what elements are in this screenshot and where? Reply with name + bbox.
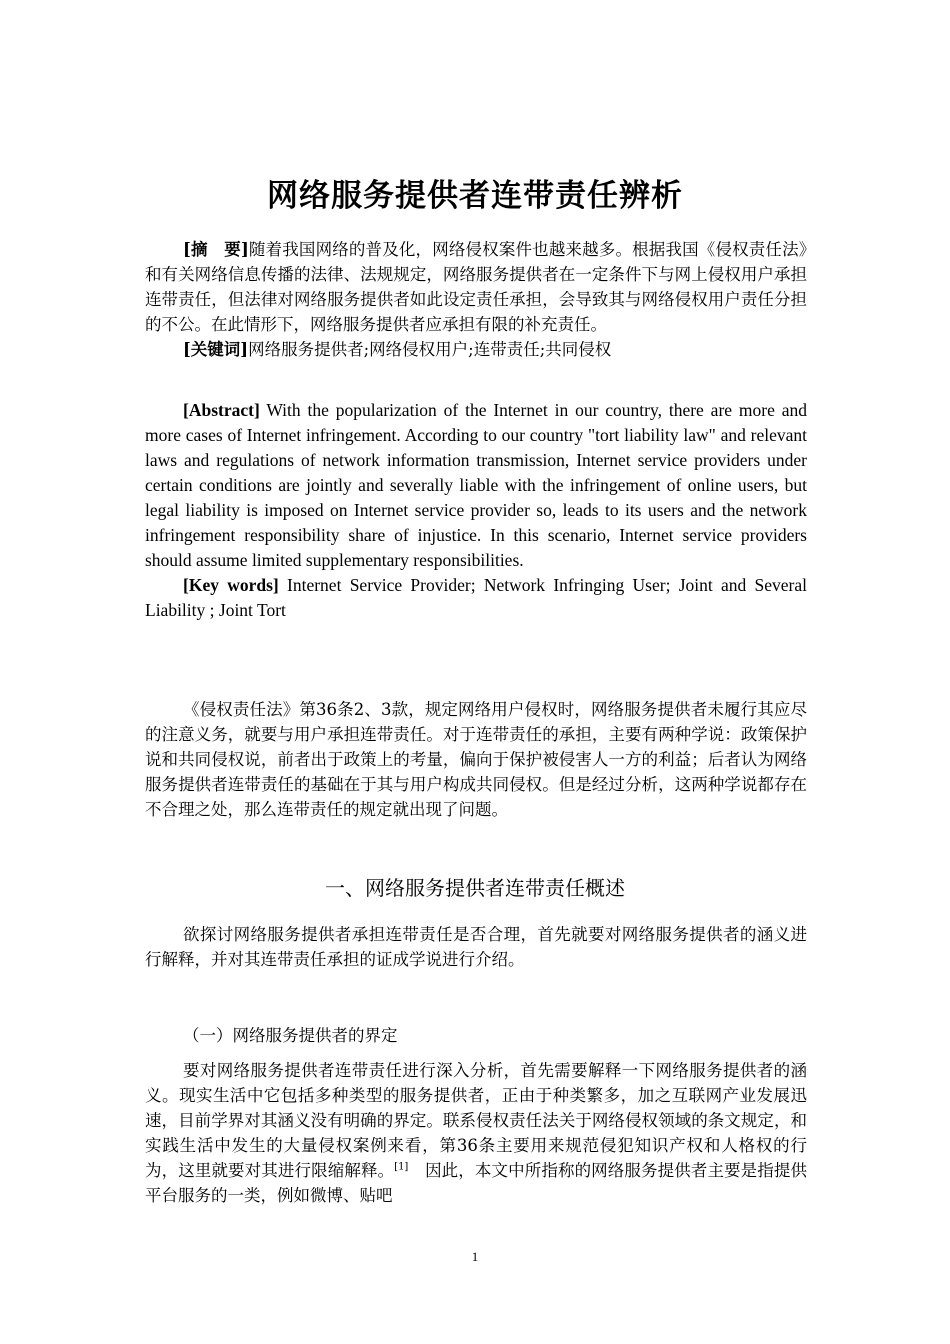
- document-title: 网络服务提供者连带责任辨析: [267, 178, 683, 214]
- section-1-heading: 一、网络服务提供者连带责任概述: [325, 876, 625, 900]
- keywords-en-text: Internet Service Provider; Network Infringing User; Joint and Several Liability ; Joint Tort: [145, 575, 808, 620]
- subsection-1-text-cont: 因此，本文中所指称的网络服务提供者主要是指提供平台服务的一类，例如微博、贴吧: [145, 1161, 808, 1205]
- subsection-1-text: 要对网络服务提供者连带责任进行深入分析，首先需要解释一下网络服务提供者的涵义。现实生活中它包括多种类型的服务提供者，正由于种类繁多，加之互联网产业发展迅速，目前学界对其涵义没有明确的界定。联系侵权责任法关于网络侵权领域的条文规定，和实践生活中发生的大量侵权案例来看，第36条主要用来规范侵犯知识产权和人格权的行为，这里就要对其进行限缩解释。: [145, 1061, 807, 1180]
- abstract-cn: [145, 237, 807, 362]
- section-1-paragraph: [145, 922, 807, 972]
- keywords-cn-label: [关键词]: [183, 340, 249, 359]
- abstract-cn-label: [摘 要]: [183, 240, 249, 259]
- page-number: 1: [471, 1249, 479, 1264]
- abstract-en: [145, 398, 807, 623]
- abstract-en-label: [Abstract]: [183, 400, 260, 420]
- subsection-1-heading: （一）网络服务提供者的界定: [183, 1026, 398, 1045]
- keywords-en-label: [Key words]: [183, 575, 279, 595]
- keywords-cn-text: 网络服务提供者;网络侵权用户;连带责任;共同侵权: [248, 340, 612, 359]
- section-1-paragraph-text: 欲探讨网络服务提供者承担连带责任是否合理，首先就要对网络服务提供者的涵义进行解释，并对其连带责任承担的证成学说进行介绍。: [145, 925, 807, 969]
- abstract-en-text: With the popularization of the Internet in our country, there are more and more cases of Internet infringement. According to our country "tort liability law" and relevant laws and regulations of network information transmission, Internet service providers under certain conditions are jointly and severally liable with the infringement of online users, but legal liability is imposed on Internet service provider so, leads to its users and the network infringement responsibility share of injustice. In this scenario, Internet service providers should assume limited supplementary responsibilities.: [145, 400, 807, 570]
- footnote-ref[interactable]: [1]: [394, 1161, 409, 1173]
- subsection-1-paragraph: [145, 1058, 807, 1208]
- abstract-cn-text: 随着我国网络的普及化，网络侵权案件也越来越多。根据我国《侵权责任法》和有关网络信息传播的法律、法规规定，网络服务提供者在一定条件下与网上侵权用户承担连带责任，但法律对网络服务提供者如此设定责任承担，会导致其与网络侵权用户责任分担的不公。在此情形下，网络服务提供者应承担有限的补充责任。: [145, 240, 807, 334]
- intro-paragraph: [145, 697, 807, 822]
- intro-paragraph-text: 《侵权责任法》第36条2、3款，规定网络用户侵权时，网络服务提供者未履行其应尽的注意义务，就要与用户承担连带责任。对于连带责任的承担，主要有两种学说：政策保护说和共同侵权说，前者出于政策上的考量，偏向于保护被侵害人一方的利益；后者认为网络服务提供者连带责任的基础在于其与用户构成共同侵权。但是经过分析，这两种学说都存在不合理之处，那么连带责任的规定就出现了问题。: [145, 700, 807, 819]
